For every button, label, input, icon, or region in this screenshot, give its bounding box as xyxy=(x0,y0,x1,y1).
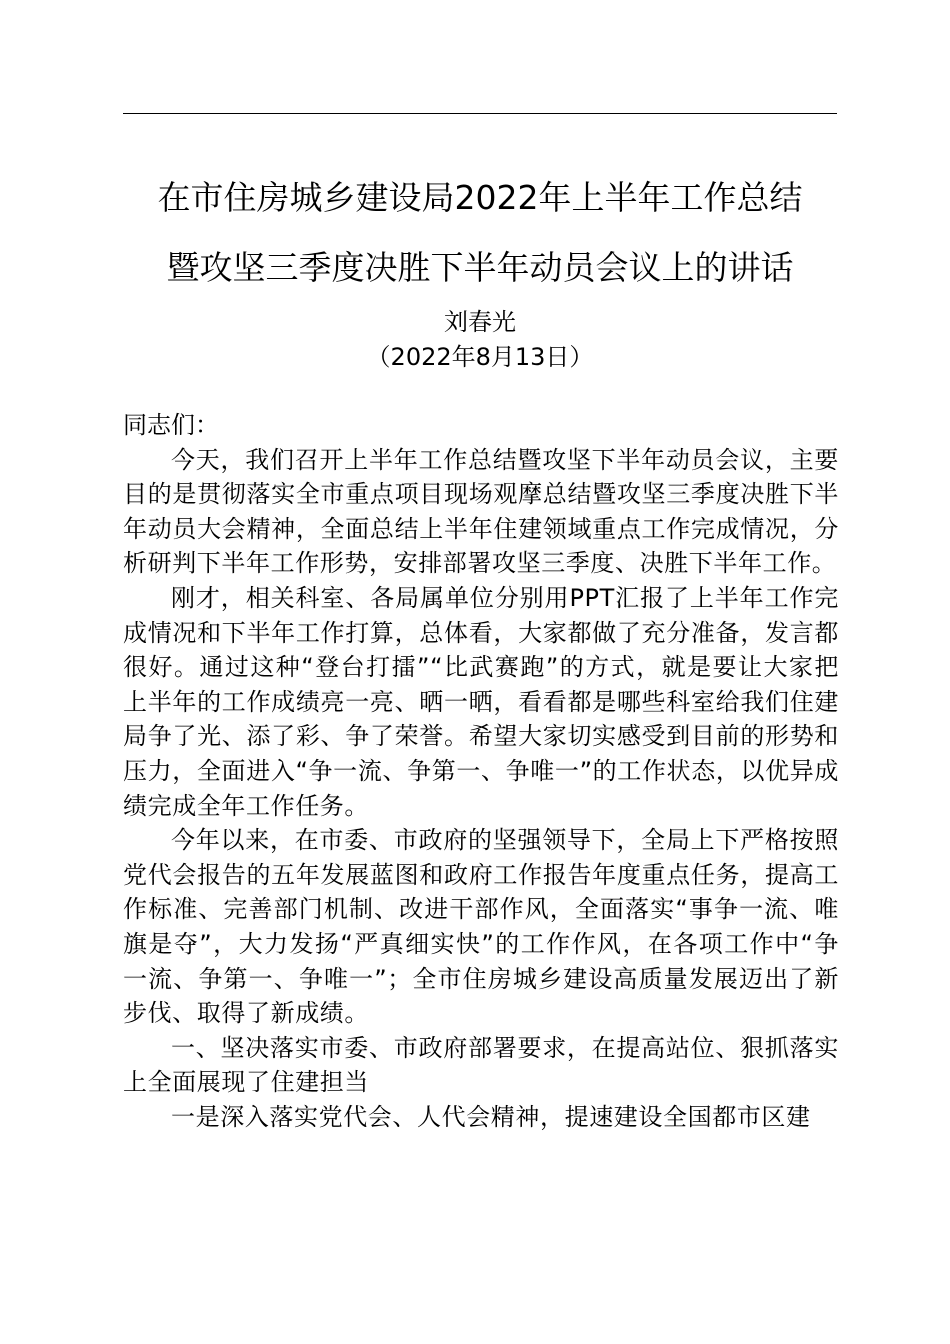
document-title-line-2: 暨攻坚三季度决胜下半年动员会议上的讲话 xyxy=(166,248,794,287)
paragraph-point-1: 一是深入落实党代会、人代会精神，提速建设全国都市区建 xyxy=(171,1102,811,1131)
paragraph-reports: 刚才，相关科室、各局属单位分别用PPT汇报了上半年工作完成情况和下半年工作打算，总体看，大家都做了充分准备，发言都很好。通过这种“登台打擂”“比武赛跑”的方式，就是要让大家把上半年的工作成绩亮一亮、晒一晒，看看都是哪些科室给我们住建局争了光、添了彩、争了荣誉。希望大家切实感受到目前的形势和压力，全面进入“争一流、争第一、争唯一”的工作状态，以优异成绩完成全年工作任务。 xyxy=(123,583,839,820)
paragraph-overview: 今年以来，在市委、市政府的坚强领导下，全局上下严格按照党代会报告的五年发展蓝图和政府工作报告年度重点任务，提高工作标准、完善部门机制、改进干部作风，全面落实“事争一流、唯旗是夺”，大力发扬“严真细实快”的工作作风，在各项工作中“争一流、争第一、争唯一”；全市住房城乡建设高质量发展迈出了新步伐、取得了新成绩。 xyxy=(123,826,839,1028)
salutation: 同志们： xyxy=(123,411,219,439)
paragraph-opening: 今天，我们召开上半年工作总结暨攻坚下半年动员会议，主要目的是贯彻落实全市重点项目现场观摩总结暨攻坚三季度决胜下半年动员大会精神，全面总结上半年住建领域重点工作完成情况，分析研判下半年工作形势，安排部署攻坚三季度、决胜下半年工作。 xyxy=(123,445,839,578)
document-title-line-1: 在市住房城乡建设局2022年上半年工作总结 xyxy=(157,178,803,217)
section-heading-1: 一、坚决落实市委、市政府部署要求，在提高站位、狠抓落实上全面展现了住建担当 xyxy=(123,1033,839,1097)
speech-date: （2022年8月13日） xyxy=(366,343,594,371)
speech-body xyxy=(123,408,839,1134)
speaker-name: 刘春光 xyxy=(444,308,516,336)
header-rule xyxy=(123,113,837,114)
